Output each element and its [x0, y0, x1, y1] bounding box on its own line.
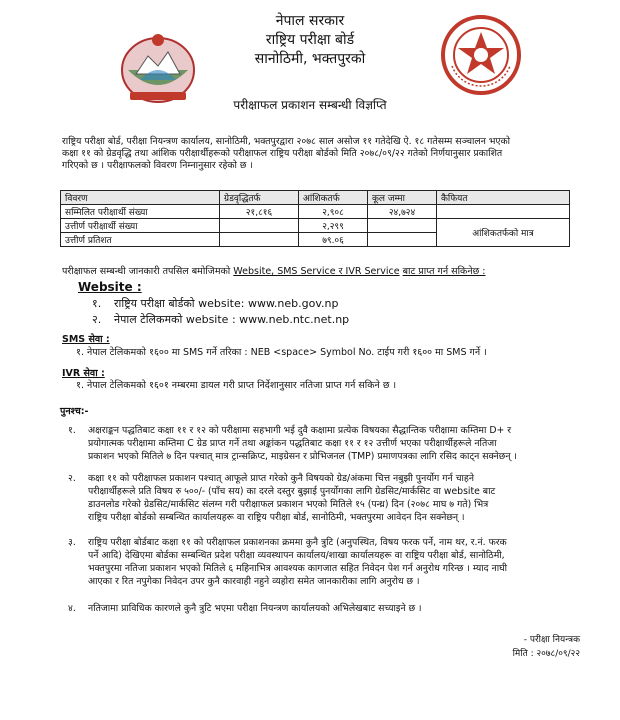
results-info-line [62, 266, 582, 278]
ivr-heading: IVR सेवा : [62, 368, 105, 379]
note-item [68, 536, 568, 588]
ivr-text: १. नेपाल टेलिकमको १६०१ नम्बरमा डायल गरी प्राप्त निर्देशानुसार नतिजा प्राप्त गर्न सकिने छ । [76, 380, 397, 391]
note-line: आएका र रित नपुगेका निवेदन उपर कुनै कारवाही नहुने व्यहोरा समेत जानकारीका लागि अनुरोध छ । [88, 576, 420, 587]
website-heading: Website : [78, 280, 142, 294]
note-line: नतिजामा प्राविधिक कारणले कुनै त्रुटि भएमा परीक्षा नियन्त्रण कार्यालयको अभिलेखबाट सच्याइने छ । [88, 603, 422, 614]
note-line: राष्ट्रिय परीक्षा बोर्डबाट कक्षा ११ को परीक्षाफल प्रकाशनका क्रममा कुनै त्रुटि (अनुपस्थित, विषय फरक पर्ने, नाम थर, र.नं. फरक [88, 537, 507, 548]
results-info-prefix: परीक्षाफल सम्बन्धी जानकारी तपसिल बमोजिमको [62, 266, 231, 277]
note-line: पर्ने आदि) देखिएमा बोर्डका सम्बन्धित प्रदेश परीक्षा व्यवस्थापन कार्यालय/शाखा कार्यालयहरू वा राष्ट्रिय परीक्षा बोर्ड, सानोठिमी, [88, 550, 505, 561]
note-line: प्रकाशन भएको मितिले ७ दिन पश्चात् मात्र ट्रान्सक्रिप्ट, माइग्रेसन र प्रोभिजनल (TMP) प्रमाणपत्रका लागि रसिद काट्न सक्नेछन् । [88, 451, 517, 462]
table-header: कूल जम्मा [368, 191, 437, 205]
table-header: कैफियत [437, 191, 570, 205]
table-cell: २१,८१६ [220, 205, 299, 219]
note-num: ४. [68, 603, 76, 614]
signature-name: - परीक्षा नियन्त्रक [523, 635, 580, 645]
table-cell: २४,७२४ [368, 205, 437, 219]
notes-heading: पुनश्च:- [60, 406, 89, 417]
table-header-row [61, 191, 570, 205]
results-table [60, 190, 570, 247]
header-board: राष्ट्रिय परीक्षा बोर्ड [265, 32, 355, 48]
website-item [92, 314, 612, 326]
note-item [68, 424, 568, 463]
note-line: डाउनलोड गरेको ग्रेडसिट/मार्कसिट संलग्न गरी परीक्षाफल प्रकाशन भएको मितिले १५ (पन्ध्र) दिन (२०७८ माघ ७ गते) भित्र [88, 499, 489, 510]
table-row [61, 219, 570, 233]
header-govt: नेपाल सरकार [275, 13, 345, 29]
note-item [68, 472, 568, 524]
note-num: २. [68, 473, 76, 484]
table-header: विवरण [61, 191, 220, 205]
note-line: अक्षराङ्कन पद्धतिबाट कक्षा ११ र १२ को परीक्षामा सहभागी भई दुवै कक्षामा प्रत्येक विषयका सैद्धान्तिक परीक्षामा कम्तिमा D+ र [88, 425, 512, 436]
table-cell: सम्मिलित परीक्षार्थी संख्या [61, 205, 220, 219]
signature-date: मिति : २०७८/०९/२२ [512, 649, 580, 659]
table-header: ग्रेडवृद्धितर्फ [220, 191, 299, 205]
results-info-suffix: बाट प्राप्त गर्न सकिनेछ : [402, 266, 486, 277]
table-cell: २,९०८ [299, 205, 368, 219]
table-row [61, 205, 570, 219]
website-item-text: नेपाल टेलिकमको website : www.neb.ntc.net.np [114, 313, 350, 326]
note-num: १. [68, 425, 76, 436]
table-cell [437, 205, 570, 219]
table-cell: उत्तीर्ण परीक्षार्थी संख्या [61, 219, 220, 233]
table-cell-remark: आंशिकतर्फको मात्र [437, 219, 570, 247]
website-item [92, 298, 612, 310]
intro-line: राष्ट्रिय परीक्षा बोर्ड, परीक्षा नियन्त्रण कार्यालय, सानोठिमी, भक्तपुरद्वारा २०७८ साल असोज ११ गतेदेखि ऐ. १८ गतेसम्म सञ्चालन भएको [62, 136, 511, 147]
intro-line: गरिएको छ । परीक्षाफलको विवरण निम्नानुसार रहेको छ । [62, 160, 253, 171]
results-info-channels: Website, SMS Service र IVR Service [233, 266, 400, 277]
sms-text: १. नेपाल टेलिकमको १६०० मा SMS गर्ने तरिका : NEB <space> Symbol No. टाईप गरी १६०० मा SMS गर्ने । [76, 347, 487, 358]
note-line: कक्षा ११ को परीक्षाफल प्रकाशन पश्चात् आफूले प्राप्त गरेको कुनै विषयको ग्रेड/अंकमा चित्त नबुझी पुनर्योग गर्न चाहने [88, 473, 474, 484]
table-cell [220, 219, 299, 233]
website-item-num: २. [92, 313, 102, 326]
table-cell [368, 233, 437, 247]
table-cell [368, 219, 437, 233]
intro-line: कक्षा ११ को ग्रेडवृद्धि तथा आंशिक परीक्षार्थीहरूको परीक्षाफल राष्ट्रिय परीक्षा बोर्डको मिति २०७८/०९/२२ गतेको निर्णयानुसार प्रकाशित [62, 148, 503, 159]
note-line: राष्ट्रिय परीक्षा बोर्डको सम्बन्धित कार्यालयहरू वा राष्ट्रिय परीक्षा बोर्ड, सानोठिमी, भक्तपुरमा आवेदन दिन सक्नेछन् । [88, 512, 465, 523]
header-location: सानोठिमी, भक्तपुरको [254, 51, 366, 67]
website-item-text: राष्ट्रिय परीक्षा बोर्डको website: www.neb.gov.np [114, 297, 339, 310]
sms-heading: SMS सेवा : [62, 334, 110, 345]
table-cell: ७९.०६ [299, 233, 368, 247]
note-line: भक्तपुरमा नतिजा प्रकाशन भएको मितिले ६ महिनाभित्र आवश्यक कागजात सहित निवेदन पेश गर्न अनुरोध गरिन्छ । म्याद नाघी [88, 563, 508, 574]
table-cell: उत्तीर्ण प्रतिशत [61, 233, 220, 247]
table-cell: २,२९९ [299, 219, 368, 233]
note-line: प्रयोगात्मक परीक्षामा कम्तिमा C ग्रेड प्राप्त गर्ने तथा अङ्कांकन पद्धतिबाट कक्षा ११ र १२ उत्तीर्ण भएका परीक्षार्थीहरूले नतिजा [88, 438, 497, 449]
note-num: ३. [68, 537, 76, 548]
table-cell [220, 233, 299, 247]
note-item [68, 602, 568, 615]
intro-paragraph [62, 136, 570, 172]
note-line: परीक्षार्थीहरूले प्रति विषय रु ५००/- (पाँच सय) का दरले दस्तुर बुझाई पुनर्योगका लागि ग्रेडसिट/मार्कसिट वा website बाट [88, 486, 496, 497]
website-item-num: १. [92, 297, 102, 310]
table-header: आंशिकतर्फ [299, 191, 368, 205]
page-title: परीक्षाफल प्रकाशन सम्बन्धी विज्ञप्ति [233, 98, 387, 112]
